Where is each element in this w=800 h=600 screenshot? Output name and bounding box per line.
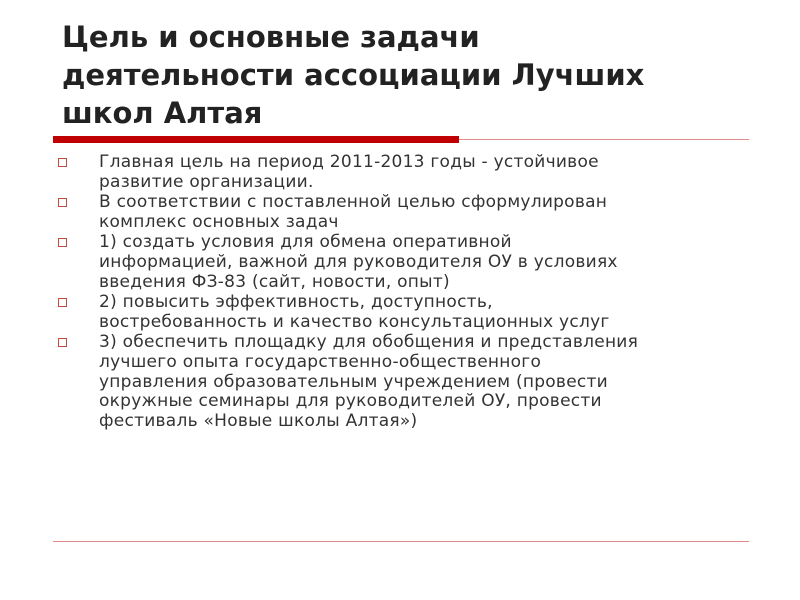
- hollow-square-bullet-icon: [58, 298, 67, 307]
- slide-title: [62, 18, 762, 132]
- bullet-text-line: Главная цель на период 2011-2013 годы - устойчивое: [99, 152, 599, 172]
- bullet-text-line: фестиваль «Новые школы Алтая»): [99, 410, 418, 431]
- bullet-text-line: развитие организации.: [99, 171, 314, 192]
- hollow-square-bullet-icon: [58, 238, 67, 247]
- hollow-square-bullet-icon: [58, 198, 67, 207]
- bullet-text-line: информацией, важной для руководителя ОУ в условиях: [99, 251, 618, 272]
- bullet-text-line: В соответствии с поставленной целью сформулирован: [99, 192, 608, 213]
- hollow-square-bullet-icon: [58, 158, 67, 167]
- bottom-divider-line: [53, 541, 749, 542]
- bullet-item-tasks-intro: [58, 193, 758, 232]
- bullet-item-task-2: [58, 293, 758, 332]
- bullet-text-line: 3) обеспечить площадку для обобщения и представления: [99, 332, 639, 353]
- slide-title-line: школ Алтая: [62, 96, 263, 130]
- bullet-text-line: 2) повысить эффективность, доступность,: [99, 292, 493, 313]
- bullet-text-line: востребованность и качество консультационных услуг: [99, 311, 610, 332]
- title-accent-bar: [53, 136, 459, 143]
- bullet-text-line: комплекс основных задач: [99, 211, 339, 232]
- bullet-item-goal: [58, 153, 758, 192]
- slide-title-line: деятельности ассоциации Лучших: [62, 58, 645, 92]
- bullet-text-line: 1) создать условия для обмена оперативной: [99, 232, 512, 253]
- bullet-item-task-3: [58, 333, 758, 431]
- hollow-square-bullet-icon: [58, 338, 67, 347]
- bullet-list: [58, 153, 758, 432]
- bullet-text-line: управления образовательным учреждением (провести: [99, 371, 608, 392]
- bullet-text-line: лучшего опыта государственно-общественного: [99, 351, 542, 372]
- bullet-item-task-1: [58, 233, 758, 292]
- slide-title-line: Цель и основные задачи: [62, 20, 480, 54]
- bullet-text-line: введения ФЗ-83 (сайт, новости, опыт): [99, 271, 450, 292]
- bullet-text-line: окружные семинары для руководителей ОУ, провести: [99, 391, 602, 412]
